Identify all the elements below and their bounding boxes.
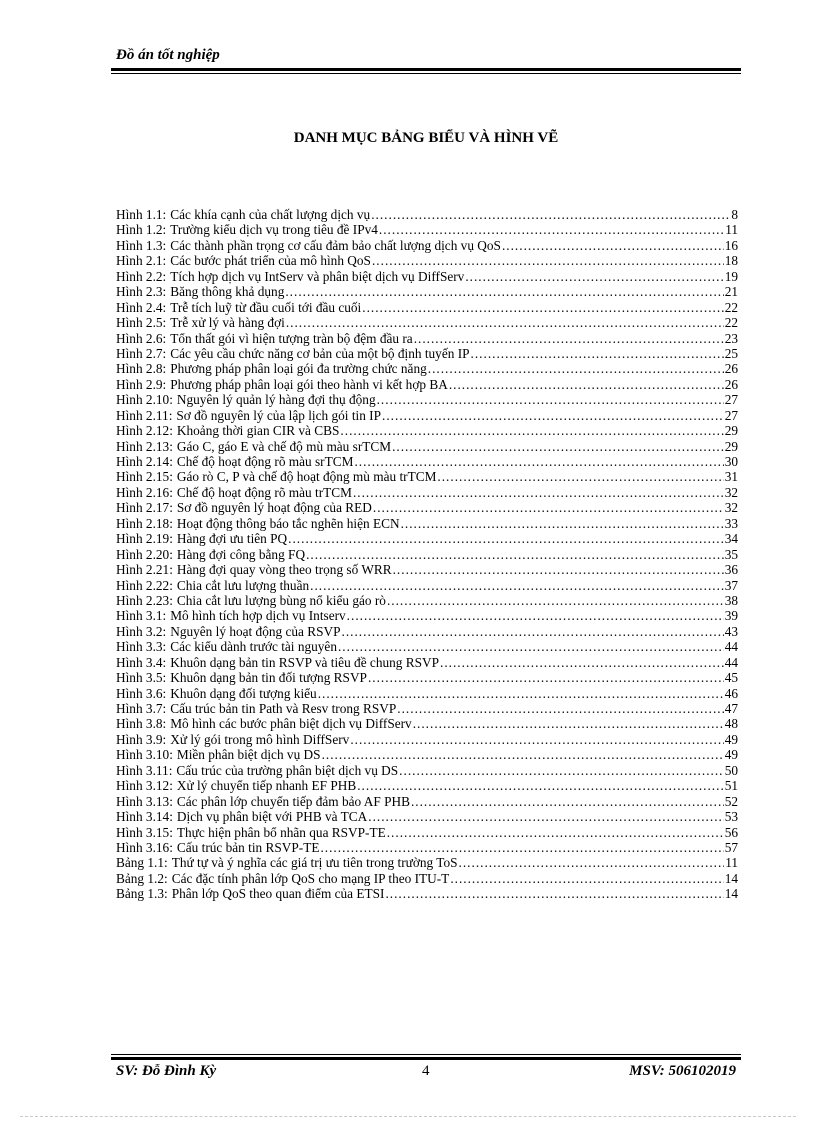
toc-entry-label: Hình 2.23:	[116, 592, 173, 608]
toc-entry-page: 49	[724, 747, 738, 763]
toc-entry-page: 44	[724, 639, 738, 655]
toc-entry	[116, 269, 738, 284]
toc-dot-leader	[387, 825, 724, 840]
toc-entry-page: 11	[725, 855, 738, 871]
toc-entry-title: Băng thông khả dụng	[170, 284, 285, 300]
toc-dot-leader	[371, 207, 730, 222]
toc-entry-label: Hình 2.16:	[116, 484, 173, 500]
toc-entry-label: Hình 3.3:	[116, 639, 167, 655]
toc-entry	[116, 732, 738, 747]
toc-entry-title: Thứ tự và ý nghĩa các giá trị ưu tiên trong trường ToS	[171, 855, 458, 871]
toc-dot-leader	[385, 886, 723, 901]
toc-dot-leader	[320, 840, 723, 855]
toc-entry-title: Chia cắt lưu lượng bùng nổ kiểu gáo rò	[176, 592, 386, 608]
toc-dot-leader	[340, 423, 723, 438]
toc-entry-title: Thực hiện phân bổ nhãn qua RSVP-TE	[176, 824, 386, 840]
toc-entry-title: Phương pháp phân loại gói theo hành vi kết hợp BA	[170, 376, 448, 392]
toc-entry-title: Hoạt động thông báo tắc nghẽn hiện ECN	[176, 515, 400, 531]
toc-entry-title: Hàng đợi quay vòng theo trọng số WRR	[176, 562, 392, 578]
toc-entry-page: 44	[724, 654, 738, 670]
toc-dot-leader	[354, 454, 723, 469]
toc-entry-page: 34	[724, 531, 738, 547]
toc-entry-label: Hình 3.12:	[116, 778, 173, 794]
toc-entry-title: Các khía cạnh của chất lượng dịch vụ	[170, 207, 371, 222]
footer-rule-thick	[111, 1057, 741, 1060]
toc-entry-page: 26	[724, 376, 738, 392]
toc-entry-page: 14	[724, 886, 738, 902]
footer-student-name: SV: Đỗ Đình Kỳ	[116, 1063, 217, 1079]
toc-entry-title: Sơ đồ nguyên lý hoạt động của RED	[176, 500, 372, 516]
toc-entry-page: 8	[731, 207, 738, 222]
toc-entry-label: Hình 2.17:	[116, 500, 173, 516]
page-break-line	[20, 1116, 796, 1117]
toc-entry-page: 36	[724, 562, 738, 578]
toc-entry-title: Xử lý chuyển tiếp nhanh EF PHB	[176, 778, 357, 794]
toc-dot-leader	[399, 763, 724, 778]
table-of-figures	[116, 207, 738, 902]
toc-dot-leader	[471, 346, 724, 361]
toc-entry	[116, 300, 738, 315]
toc-entry	[116, 238, 738, 253]
toc-dot-leader	[502, 238, 724, 253]
toc-entry-page: 16	[724, 237, 738, 253]
toc-entry	[116, 840, 738, 855]
toc-entry-title: Cấu trúc bản tin RSVP-TE	[176, 839, 320, 855]
toc-entry	[116, 392, 738, 407]
toc-dot-leader	[288, 531, 724, 546]
toc-entry-page: 32	[724, 500, 738, 516]
toc-entry-label: Hình 2.21:	[116, 562, 173, 578]
toc-dot-leader	[397, 701, 723, 716]
toc-entry-page: 25	[724, 345, 738, 361]
toc-dot-leader	[449, 377, 724, 392]
toc-entry-label: Hình 3.4:	[116, 654, 167, 670]
toc-entry-label: Hình 2.12:	[116, 423, 173, 439]
toc-dot-leader	[413, 716, 724, 731]
toc-entry-label: Hình 2.3:	[116, 284, 167, 300]
toc-entry-title: Cấu trúc của trường phân biệt dịch vụ DS	[176, 762, 399, 778]
toc-entry	[116, 747, 738, 762]
toc-entry	[116, 809, 738, 824]
toc-entry	[116, 886, 738, 901]
toc-entry	[116, 346, 738, 361]
toc-entry-page: 29	[724, 423, 738, 439]
toc-entry-page: 18	[724, 253, 738, 269]
toc-entry-page: 11	[725, 222, 738, 238]
toc-entry	[116, 578, 738, 593]
footer-rule-thin	[111, 1054, 741, 1055]
toc-entry-page: 43	[724, 623, 738, 639]
toc-entry	[116, 778, 738, 793]
toc-dot-leader	[465, 269, 723, 284]
toc-entry	[116, 686, 738, 701]
toc-entry-title: Phân lớp QoS theo quan điểm của ETSI	[171, 886, 385, 902]
toc-dot-leader	[362, 300, 723, 315]
toc-entry-page: 19	[724, 268, 738, 284]
toc-entry-title: Các bước phát triển của mô hình QoS	[170, 253, 371, 269]
toc-entry-title: Sơ đồ nguyên lý của lập lịch gói tin IP	[176, 407, 382, 423]
toc-entry-page: 22	[724, 315, 738, 331]
toc-entry	[116, 655, 738, 670]
toc-dot-leader	[372, 253, 724, 268]
toc-dot-leader	[414, 331, 724, 346]
toc-dot-leader	[368, 670, 724, 685]
toc-entry-page: 23	[724, 330, 738, 346]
toc-entry-page: 49	[724, 731, 738, 747]
toc-entry-page: 22	[724, 299, 738, 315]
toc-dot-leader	[318, 686, 724, 701]
toc-entry	[116, 454, 738, 469]
toc-entry-title: Khuôn dạng đối tượng kiểu	[170, 685, 317, 701]
toc-dot-leader	[459, 855, 725, 870]
toc-entry-title: Trễ tích luỹ từ đầu cuối tới đầu cuối	[170, 299, 362, 315]
toc-entry-title: Tổn thất gói vì hiện tượng tràn bộ đệm đầu ra	[170, 330, 413, 346]
toc-entry-label: Hình 3.14:	[116, 809, 173, 825]
toc-entry	[116, 423, 738, 438]
toc-entry-page: 46	[724, 685, 738, 701]
toc-dot-leader	[285, 284, 723, 299]
toc-dot-leader	[401, 516, 724, 531]
toc-dot-leader	[350, 732, 723, 747]
toc-entry	[116, 701, 738, 716]
toc-entry	[116, 825, 738, 840]
toc-entry-title: Tích hợp dịch vụ IntServ và phân biệt dịch vụ DiffServ	[170, 268, 465, 284]
toc-entry-label: Hình 2.9:	[116, 376, 167, 392]
toc-entry-title: Khuôn dạng bản tin RSVP và tiêu đề chung RSVP	[170, 654, 439, 670]
toc-entry-page: 50	[724, 762, 738, 778]
toc-dot-leader	[411, 794, 724, 809]
toc-entry	[116, 547, 738, 562]
toc-entry-label: Hình 2.4:	[116, 299, 167, 315]
toc-dot-leader	[393, 562, 724, 577]
header-title: Đồ án tốt nghiệp	[116, 47, 220, 63]
toc-entry-label: Hình 3.2:	[116, 623, 167, 639]
toc-entry-label: Hình 3.5:	[116, 670, 167, 686]
toc-entry-title: Nguyên lý hoạt động của RSVP	[170, 623, 341, 639]
toc-entry-label: Hình 2.14:	[116, 454, 173, 469]
toc-entry-label: Hình 1.3:	[116, 237, 167, 253]
toc-entry-label: Hình 2.5:	[116, 315, 167, 331]
toc-entry-label: Hình 3.8:	[116, 716, 167, 732]
toc-entry-title: Hàng đợi ưu tiên PQ	[176, 531, 288, 547]
toc-entry-label: Hình 3.11:	[116, 762, 173, 778]
toc-dot-leader	[382, 408, 724, 423]
toc-entry-label: Hình 2.1:	[116, 253, 167, 269]
toc-dot-leader	[342, 624, 724, 639]
toc-dot-leader	[338, 639, 724, 654]
toc-entry-page: 32	[724, 484, 738, 500]
toc-entry-label: Hình 3.9:	[116, 731, 167, 747]
toc-entry	[116, 639, 738, 654]
toc-entry-label: Hình 2.15:	[116, 469, 173, 485]
toc-dot-leader	[286, 315, 724, 330]
page-title: DANH MỤC BẢNG BIỂU VÀ HÌNH VẼ	[293, 130, 559, 146]
toc-entry-label: Hình 3.15:	[116, 824, 173, 840]
toc-entry-title: Xử lý gói trong mô hình DiffServ	[170, 731, 350, 747]
toc-entry-title: Gáo C, gáo E và chế độ mù màu srTCM	[176, 438, 392, 454]
toc-entry	[116, 469, 738, 484]
toc-entry	[116, 794, 738, 809]
toc-dot-leader	[347, 608, 724, 623]
toc-entry	[116, 855, 738, 870]
toc-entry-label: Hình 1.1:	[116, 207, 167, 222]
toc-entry	[116, 670, 738, 685]
toc-entry-title: Mô hình các bước phân biệt dịch vụ DiffServ	[170, 716, 412, 732]
toc-entry	[116, 253, 738, 268]
toc-entry	[116, 315, 738, 330]
toc-entry-label: Hình 2.2:	[116, 268, 167, 284]
toc-entry-title: Miền phân biệt dịch vụ DS	[176, 747, 321, 763]
toc-entry	[116, 500, 738, 515]
toc-dot-leader	[373, 500, 724, 515]
toc-entry-label: Bảng 1.3:	[116, 886, 168, 902]
toc-entry-page: 31	[724, 469, 738, 485]
toc-entry-label: Hình 2.6:	[116, 330, 167, 346]
toc-entry-page: 48	[724, 716, 738, 732]
toc-entry-title: Các kiểu dành trước tài nguyên	[170, 639, 337, 655]
toc-entry-label: Hình 3.10:	[116, 747, 173, 763]
toc-entry-title: Dịch vụ phân biệt với PHB và TCA	[176, 809, 368, 825]
toc-entry-title: Các phân lớp chuyển tiếp đảm bảo AF PHB	[176, 793, 410, 809]
toc-entry	[116, 763, 738, 778]
toc-dot-leader	[428, 361, 724, 376]
toc-dot-leader	[310, 578, 724, 593]
toc-dot-leader	[357, 778, 723, 793]
toc-dot-leader	[377, 392, 724, 407]
toc-entry	[116, 377, 738, 392]
toc-dot-leader	[387, 593, 724, 608]
toc-entry-page: 51	[724, 778, 738, 794]
toc-entry-title: Trễ xử lý và hàng đợi	[170, 315, 285, 331]
toc-entry-title: Gáo rò C, P và chế độ hoạt động mù màu trTCM	[176, 469, 437, 485]
toc-dot-leader	[322, 747, 724, 762]
header-rule-thin	[111, 73, 741, 74]
toc-entry	[116, 331, 738, 346]
toc-entry-page: 21	[724, 284, 738, 300]
toc-entry-title: Các thành phần trọng cơ cấu đảm bảo chất lượng dịch vụ QoS	[170, 237, 501, 253]
toc-entry-title: Chế độ hoạt động rõ màu srTCM	[176, 454, 354, 469]
toc-entry-page: 14	[724, 870, 738, 886]
toc-entry-label: Bảng 1.1:	[116, 855, 168, 871]
toc-entry	[116, 361, 738, 376]
toc-entry	[116, 716, 738, 731]
toc-dot-leader	[440, 655, 724, 670]
toc-entry-title: Chia cắt lưu lượng thuần	[176, 577, 310, 593]
toc-entry-label: Hình 2.11:	[116, 407, 173, 423]
toc-entry-label: Hình 3.1:	[116, 608, 167, 624]
toc-entry-page: 37	[724, 577, 738, 593]
toc-entry-label: Bảng 1.2:	[116, 870, 168, 886]
toc-entry-label: Hình 2.20:	[116, 546, 173, 562]
toc-entry	[116, 284, 738, 299]
toc-entry-page: 26	[724, 361, 738, 377]
toc-entry-page: 53	[724, 809, 738, 825]
toc-entry-title: Các đặc tính phân lớp QoS cho mạng IP theo ITU-T	[171, 870, 450, 886]
toc-entry	[116, 593, 738, 608]
toc-entry-title: Khuôn dạng bản tin đối tượng RSVP	[170, 670, 367, 686]
toc-entry-page: 45	[724, 670, 738, 686]
toc-entry-page: 30	[724, 454, 738, 469]
toc-dot-leader	[450, 871, 723, 886]
toc-entry-label: Hình 2.18:	[116, 515, 173, 531]
toc-entry-page: 27	[724, 392, 738, 408]
toc-entry	[116, 222, 738, 237]
toc-entry-title: Cấu trúc bản tin Path và Resv trong RSVP	[170, 701, 397, 716]
toc-dot-leader	[437, 469, 723, 484]
toc-entry-label: Hình 2.13:	[116, 438, 173, 454]
toc-entry	[116, 531, 738, 546]
toc-entry-title: Phương pháp phân loại gói đa trường chức năng	[170, 361, 427, 377]
toc-entry	[116, 516, 738, 531]
toc-entry-label: Hình 2.22:	[116, 577, 173, 593]
toc-entry	[116, 562, 738, 577]
toc-entry-page: 39	[724, 608, 738, 624]
toc-entry-page: 56	[724, 824, 738, 840]
toc-entry-label: Hình 2.19:	[116, 531, 173, 547]
toc-dot-leader	[392, 439, 724, 454]
toc-entry-title: Trường kiểu dịch vụ trong tiêu đề IPv4	[170, 222, 378, 238]
toc-entry-page: 29	[724, 438, 738, 454]
toc-entry-page: 38	[724, 592, 738, 608]
toc-entry-page: 52	[724, 793, 738, 809]
toc-entry-title: Hàng đợi công bằng FQ	[176, 546, 306, 562]
toc-entry-title: Chế độ hoạt động rõ màu trTCM	[176, 484, 352, 500]
toc-entry	[116, 624, 738, 639]
toc-entry	[116, 439, 738, 454]
toc-entry-title: Các yêu cầu chức năng cơ bản của một bộ định tuyến IP	[170, 345, 470, 361]
toc-entry	[116, 608, 738, 623]
toc-entry-page: 57	[724, 839, 738, 855]
toc-dot-leader	[368, 809, 723, 824]
toc-entry	[116, 871, 738, 886]
toc-entry-label: Hình 1.2:	[116, 222, 167, 238]
toc-entry-title: Mô hình tích hợp dịch vụ Intserv	[170, 608, 346, 624]
toc-entry-label: Hình 3.6:	[116, 685, 167, 701]
toc-entry-title: Khoảng thời gian CIR và CBS	[176, 423, 340, 439]
toc-entry	[116, 485, 738, 500]
toc-entry	[116, 408, 738, 423]
toc-entry-page: 35	[724, 546, 738, 562]
toc-dot-leader	[379, 222, 724, 237]
header-rule-thick	[111, 68, 741, 71]
footer-page-number: 4	[422, 1063, 430, 1079]
toc-entry-label: Hình 3.16:	[116, 839, 173, 855]
toc-entry-label: Hình 2.10:	[116, 392, 173, 408]
toc-entry-label: Hình 2.7:	[116, 345, 167, 361]
footer-student-id: MSV: 506102019	[629, 1063, 736, 1079]
toc-dot-leader	[306, 547, 724, 562]
toc-entry-page: 47	[724, 701, 738, 716]
toc-entry-label: Hình 3.13:	[116, 793, 173, 809]
toc-entry-title: Nguyên lý quản lý hàng đợi thụ động	[176, 392, 376, 408]
toc-entry	[116, 207, 738, 222]
toc-entry-label: Hình 2.8:	[116, 361, 167, 377]
toc-entry-page: 33	[724, 515, 738, 531]
toc-dot-leader	[353, 485, 724, 500]
toc-entry-page: 27	[724, 407, 738, 423]
toc-entry-label: Hình 3.7:	[116, 701, 167, 716]
